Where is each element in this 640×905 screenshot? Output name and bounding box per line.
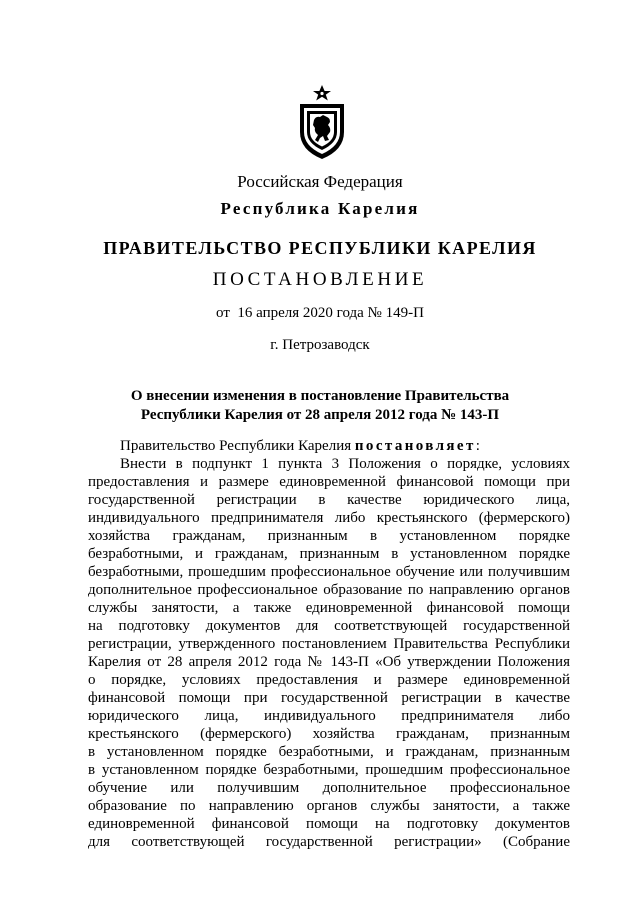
paragraph-line: службы занятости, а также единовременной финансовой помощи	[88, 600, 570, 616]
paragraph-line: образование по направлению органов службы занятости, а также	[88, 798, 570, 814]
paragraph-line: на подготовку документов для соответствующей государственной	[88, 618, 570, 634]
paragraph-line: дополнительное профессиональное образование по направлению органов	[88, 582, 570, 598]
main-paragraph	[88, 455, 570, 851]
paragraph-line: безработными, прошедшим профессиональное обучение или получившим	[88, 564, 570, 580]
paragraph-line: государственной регистрации в качестве юридического лица,	[88, 492, 570, 508]
decree-body	[88, 437, 570, 851]
city-name: г. Петрозаводск	[270, 337, 370, 353]
decree-type: ПОСТАНОВЛЕНИЕ	[212, 269, 428, 290]
decree-subject-line-2: Республики Карелия от 28 апреля 2012 года № 143-П	[140, 407, 500, 423]
paragraph-line: для соответствующей государственной регистрации» (Собрание	[88, 834, 570, 850]
decree-subject-line-1: О внесении изменения в постановление Правительства	[130, 388, 510, 404]
paragraph-line: Карелия от 28 апреля 2012 года № 143-П «Об утверждении Положения	[88, 654, 570, 670]
paragraph-line: Внести в подпункт 1 пункта 3 Положения о порядке, условиях	[120, 456, 570, 472]
republic-name: Республика Карелия	[220, 199, 420, 218]
karelia-coat-of-arms-icon	[297, 84, 347, 160]
intro-prefix: Правительство Республики Карелия	[120, 438, 355, 454]
government-title: ПРАВИТЕЛЬСТВО РЕСПУБЛИКИ КАРЕЛИЯ	[103, 238, 537, 258]
paragraph-line: в установленном порядке безработными, и гражданам, признанным	[88, 744, 570, 760]
paragraph-line: о порядке, условиях предоставления и размере единовременной	[88, 672, 570, 688]
decree-subject	[0, 387, 640, 425]
intro-keyword: постановляет	[354, 438, 476, 454]
paragraph-line: безработными, и гражданам, признанным в установленном порядке	[88, 546, 570, 562]
intro-paragraph	[88, 437, 570, 455]
paragraph-line: предоставления и размере единовременной финансовой помощи при	[88, 474, 570, 490]
country-name: Российская Федерация	[237, 172, 403, 191]
paragraph-line: обучение или получившим дополнительное профессиональное	[88, 780, 570, 796]
intro-suffix: :	[475, 438, 480, 454]
paragraph-line: хозяйства гражданам, признанным в установленном порядке	[88, 528, 570, 544]
paragraph-line: единовременной финансовой помощи на подготовку документов	[88, 816, 570, 832]
paragraph-line: индивидуального предпринимателя либо крестьянского (фермерского)	[88, 510, 570, 526]
decree-date-number: от 16 апреля 2020 года № 149-П	[216, 305, 424, 321]
paragraph-line: регистрации, утвержденного постановлением Правительства Республики	[88, 636, 570, 652]
paragraph-line: крестьянского (фермерского) хозяйства гражданам, признанным	[88, 726, 570, 742]
paragraph-line: в установленном порядке безработными, прошедшим профессиональное	[88, 762, 570, 778]
paragraph-line: финансовой помощи при государственной регистрации в качестве	[88, 690, 570, 706]
paragraph-line: юридического лица, индивидуального предпринимателя либо	[88, 708, 570, 724]
